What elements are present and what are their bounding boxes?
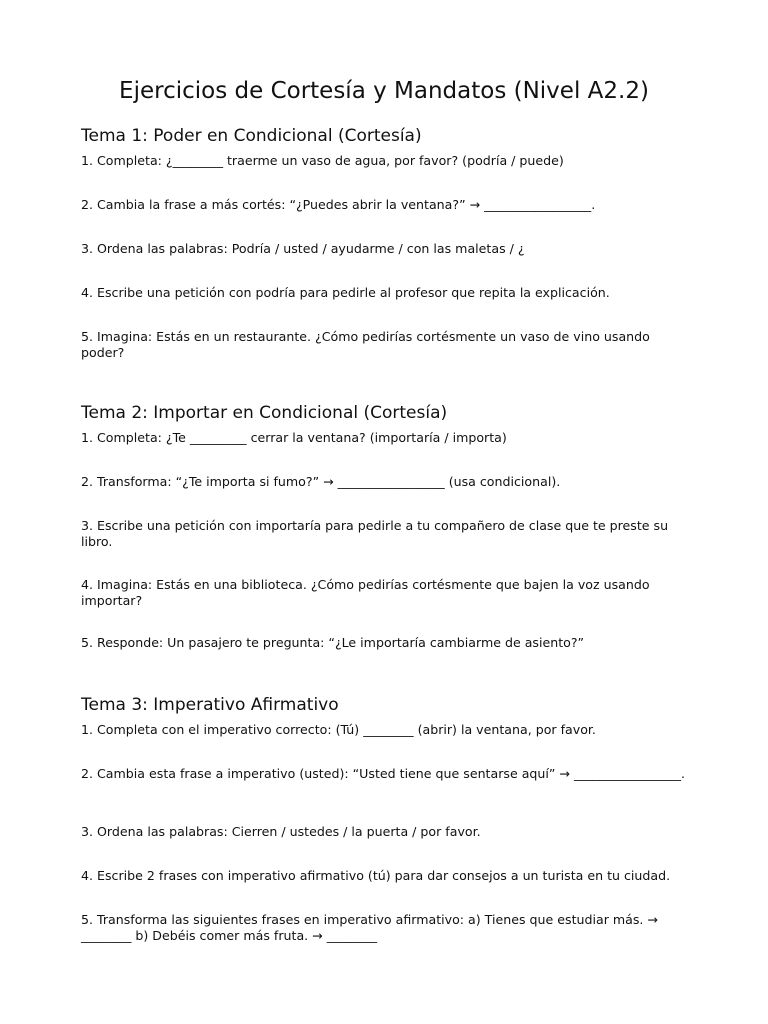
- exercise-item: 4. Imagina: Estás en una biblioteca. ¿Cómo pedirías cortésmente que bajen la voz usando importar?: [81, 577, 650, 608]
- exercise-item: 5. Transforma las siguientes frases en imperativo afirmativo: a) Tienes que estudiar más. → ________ b) Debéis comer más fruta. → ________: [81, 912, 658, 943]
- exercise-item: 5. Responde: Un pasajero te pregunta: “¿Le importaría cambiarme de asiento?”: [81, 635, 585, 650]
- exercise-item: 1. Completa: ¿Te _________ cerrar la ventana? (importaría / importa): [81, 430, 507, 445]
- exercise-item: 2. Transforma: “¿Te importa si fumo?” → _________________ (usa condicional).: [81, 474, 561, 489]
- page-title: Ejercicios de Cortesía y Mandatos (Nivel A2.2): [119, 78, 649, 104]
- exercise-item: 1. Completa con el imperativo correcto: (Tú) ________ (abrir) la ventana, por favor.: [81, 722, 596, 737]
- exercise-item: 3. Ordena las palabras: Cierren / ustedes / la puerta / por favor.: [81, 824, 481, 839]
- exercise-item: 5. Imagina: Estás en un restaurante. ¿Cómo pedirías cortésmente un vaso de vino usando poder?: [81, 329, 650, 360]
- exercise-item: 2. Cambia la frase a más cortés: “¿Puedes abrir la ventana?” → _________________.: [81, 197, 596, 212]
- section-heading-tema-3: Tema 3: Imperativo Afirmativo: [81, 695, 339, 715]
- section-heading-tema-1: Tema 1: Poder en Condicional (Cortesía): [81, 126, 422, 146]
- exercise-item: 4. Escribe 2 frases con imperativo afirmativo (tú) para dar consejos a un turista en tu ciudad.: [81, 868, 671, 883]
- exercise-item: 1. Completa: ¿________ traerme un vaso de agua, por favor? (podría / puede): [81, 153, 564, 168]
- exercise-item: 3. Ordena las palabras: Podría / usted / ayudarme / con las maletas / ¿: [81, 241, 525, 256]
- section-heading-tema-2: Tema 2: Importar en Condicional (Cortesía): [81, 403, 448, 423]
- exercise-item: 2. Cambia esta frase a imperativo (usted): “Usted tiene que sentarse aquí” → _________________.: [81, 766, 686, 781]
- exercise-item: 3. Escribe una petición con importaría para pedirle a tu compañero de clase que te preste su libro.: [81, 518, 669, 549]
- exercise-item: 4. Escribe una petición con podría para pedirle al profesor que repita la explicación.: [81, 285, 610, 300]
